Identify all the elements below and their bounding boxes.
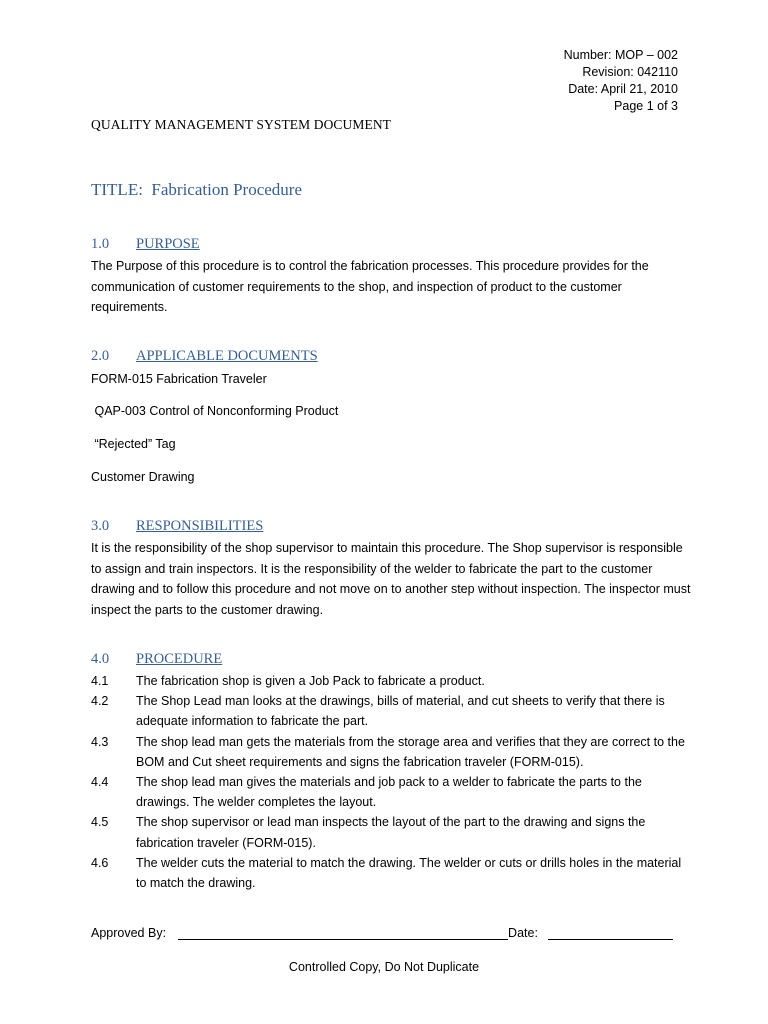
approval-date-line: [548, 927, 673, 940]
step-number: 4.6: [91, 855, 109, 870]
section-name: PROCEDURE: [136, 651, 223, 667]
procedure-step: [91, 732, 691, 772]
procedure-steps-list: [91, 671, 691, 893]
step-text: The shop lead man gets the materials from the storage area and verifies that they are correct to the BOM and Cut sheet requirements and signs the fabrication traveler (FORM-015).: [136, 734, 685, 769]
procedure-step: [91, 691, 691, 731]
document-revision: Revision: 042110: [582, 65, 678, 79]
section-heading-responsibilities: [91, 518, 263, 535]
step-number: 4.5: [91, 815, 109, 830]
document-number: Number: MOP – 002: [563, 48, 678, 62]
procedure-step: [91, 772, 691, 812]
step-text: The shop supervisor or lead man inspects the layout of the part to the drawing and signs the fabrication traveler (FORM-015).: [136, 815, 646, 850]
step-text: The welder cuts the material to match the drawing. The welder or cuts or drills holes in the material to match the drawing.: [136, 855, 682, 891]
step-number: 4.4: [91, 775, 109, 790]
step-text: The Shop Lead man looks at the drawings, bills of material, and cut sheets to verify that there is adequate information to fabricate the part.: [136, 694, 665, 729]
section-number: 4.0: [91, 651, 110, 667]
applicable-document-item: QAP-003 Control of Nonconforming Product: [91, 404, 339, 418]
section-name: APPLICABLE DOCUMENTS: [136, 348, 318, 364]
procedure-step: [91, 853, 691, 893]
section-name: RESPONSIBILITIES: [136, 518, 264, 534]
section-number: 1.0: [91, 236, 110, 252]
step-text: The fabrication shop is given a Job Pack to fabricate a product.: [136, 674, 485, 688]
applicable-document-item: FORM-015 Fabrication Traveler: [91, 372, 267, 386]
qms-label: QUALITY MANAGEMENT SYSTEM DOCUMENT: [91, 117, 392, 132]
purpose-text: The Purpose of this procedure is to control the fabrication processes. This procedure provides for the communication of customer requirements to the shop, and inspection of product to the customer requirements.: [91, 259, 649, 314]
step-number: 4.1: [91, 674, 109, 688]
controlled-copy-footer: Controlled Copy, Do Not Duplicate: [288, 960, 480, 974]
approval-date-label: Date:: [508, 926, 538, 940]
approved-by-label: Approved By:: [91, 926, 167, 940]
procedure-step: [91, 812, 691, 852]
step-text: The shop lead man gives the materials and job pack to a welder to fabricate the parts to the drawings. The welder completes the layout.: [136, 775, 642, 810]
responsibilities-text: It is the responsibility of the shop supervisor to maintain this procedure. The Shop supervisor is responsible to assign and train inspectors. It is the responsibility of the welder to fabricate the part to the customer drawing and to follow this procedure and not move on to another step without inspection. The inspector must inspect the parts to the customer drawing.: [91, 541, 691, 617]
procedure-step: [91, 671, 691, 691]
document-header-meta: [564, 47, 678, 115]
section-number: 3.0: [91, 518, 110, 534]
approved-by-signature-line: [178, 927, 508, 940]
applicable-document-item: Customer Drawing: [91, 470, 195, 484]
step-number: 4.3: [91, 734, 109, 749]
page-indicator: Page 1 of 3: [614, 99, 678, 113]
approval-line: [91, 926, 673, 940]
step-number: 4.2: [91, 694, 109, 709]
section-heading-procedure: [91, 651, 222, 668]
section-name: PURPOSE: [136, 236, 200, 252]
section-number: 2.0: [91, 348, 110, 364]
section-heading-purpose: [91, 236, 200, 253]
applicable-document-item: “Rejected” Tag: [91, 437, 176, 451]
page-title: TITLE: Fabrication Procedure: [91, 180, 303, 199]
section-heading-applicable-documents: [91, 348, 318, 365]
document-date: Date: April 21, 2010: [568, 82, 678, 96]
